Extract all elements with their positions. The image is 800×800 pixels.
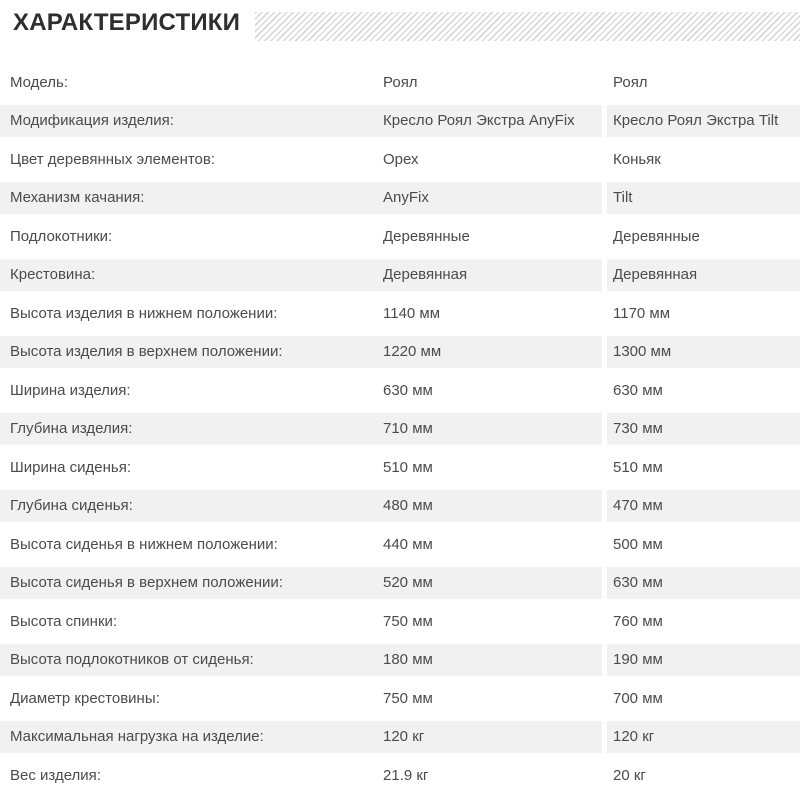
- spec-second-cell: [607, 413, 800, 446]
- spec-label: Цвет деревянных элементов:: [10, 150, 216, 168]
- spec-main-cell: [0, 297, 602, 330]
- spec-second-cell: [607, 374, 800, 407]
- spec-main-cell: [0, 451, 602, 484]
- spec-value-model-2: 630 мм: [613, 574, 663, 592]
- table-row: [0, 680, 800, 719]
- spec-label: Ширина сиденья:: [10, 458, 132, 476]
- spec-second-cell: [607, 490, 800, 523]
- spec-value-model-2: 700 мм: [613, 689, 663, 707]
- table-row: [0, 411, 800, 450]
- spec-second-cell: [607, 259, 800, 292]
- spec-value-model-2: 20 кг: [613, 766, 646, 784]
- spec-label: Подлокотники:: [10, 227, 113, 245]
- spec-value-model-2: Коньяк: [613, 150, 661, 168]
- spec-label: Высота сиденья в нижнем положении:: [10, 535, 278, 553]
- spec-main-cell: [0, 682, 602, 715]
- spec-second-cell: [607, 605, 800, 638]
- spec-label: Максимальная нагрузка на изделие:: [10, 728, 264, 746]
- spec-value-model-1: 180 мм: [383, 651, 433, 669]
- table-row: [0, 103, 800, 142]
- spec-value-model-1: Орех: [383, 150, 419, 168]
- spec-main-cell: [0, 220, 602, 253]
- spec-second-cell: [607, 644, 800, 677]
- table-row: [0, 526, 800, 565]
- spec-second-cell: [607, 297, 800, 330]
- table-row: [0, 603, 800, 642]
- table-row: [0, 757, 800, 796]
- table-row: [0, 719, 800, 758]
- spec-main-cell: [0, 605, 602, 638]
- spec-label: Высота сиденья в верхнем положении:: [10, 574, 283, 592]
- spec-second-cell: [607, 528, 800, 561]
- spec-value-model-1: 520 мм: [383, 574, 433, 592]
- spec-main-cell: [0, 374, 602, 407]
- spec-second-cell: [607, 182, 800, 215]
- spec-main-cell: [0, 336, 602, 369]
- spec-value-model-1: 1220 мм: [383, 343, 442, 361]
- table-row: [0, 257, 800, 296]
- diagonal-stripes-decoration: [255, 12, 800, 41]
- spec-second-cell: [607, 336, 800, 369]
- spec-value-model-1: Деревянная: [383, 266, 468, 284]
- spec-label: Ширина изделия:: [10, 381, 131, 399]
- page-title: ХАРАКТЕРИСТИКИ: [13, 9, 241, 36]
- table-row: [0, 642, 800, 681]
- spec-value-model-2: Кресло Роял Экстра Tilt: [613, 112, 779, 130]
- spec-value-model-2: Роял: [613, 73, 648, 91]
- spec-value-model-1: AnyFix: [383, 189, 429, 207]
- spec-value-model-2: 500 мм: [613, 535, 663, 553]
- spec-value-model-1: Деревянные: [383, 227, 470, 245]
- spec-value-model-2: Деревянная: [613, 266, 698, 284]
- spec-main-cell: [0, 759, 602, 792]
- spec-label: Крестовина:: [10, 266, 96, 284]
- spec-label: Диаметр крестовины:: [10, 689, 160, 707]
- spec-main-cell: [0, 413, 602, 446]
- spec-value-model-1: 750 мм: [383, 689, 433, 707]
- spec-value-model-1: 1140 мм: [383, 304, 441, 322]
- spec-value-model-1: 710 мм: [383, 420, 433, 438]
- spec-value-model-1: 510 мм: [383, 458, 433, 476]
- spec-value-model-2: Tilt: [613, 189, 633, 207]
- spec-label: Глубина сиденья:: [10, 497, 133, 515]
- spec-value-model-1: 21.9 кг: [383, 766, 429, 784]
- table-row: [0, 449, 800, 488]
- spec-main-cell: [0, 490, 602, 523]
- spec-value-model-1: 750 мм: [383, 612, 433, 630]
- table-row: [0, 218, 800, 257]
- spec-main-cell: [0, 644, 602, 677]
- table-row: [0, 141, 800, 180]
- spec-table: [0, 64, 800, 796]
- spec-label: Механизм качания:: [10, 189, 145, 207]
- spec-label: Модель:: [10, 73, 69, 91]
- spec-main-cell: [0, 182, 602, 215]
- spec-main-cell: [0, 259, 602, 292]
- spec-second-cell: [607, 143, 800, 176]
- spec-value-model-2: Деревянные: [613, 227, 700, 245]
- spec-second-cell: [607, 759, 800, 792]
- spec-second-cell: [607, 451, 800, 484]
- spec-second-cell: [607, 105, 800, 138]
- spec-value-model-1: 440 мм: [383, 535, 433, 553]
- spec-value-model-1: Кресло Роял Экстра AnyFix: [383, 112, 575, 130]
- section-header: [0, 0, 800, 62]
- spec-main-cell: [0, 528, 602, 561]
- spec-second-cell: [607, 721, 800, 754]
- spec-main-cell: [0, 143, 602, 176]
- table-row: [0, 64, 800, 103]
- spec-value-model-2: 120 кг: [613, 728, 655, 746]
- table-row: [0, 488, 800, 527]
- spec-value-model-1: 480 мм: [383, 497, 433, 515]
- spec-value-model-2: 1300 мм: [613, 343, 672, 361]
- spec-label: Высота изделия в нижнем положении:: [10, 304, 278, 322]
- spec-value-model-2: 730 мм: [613, 420, 663, 438]
- spec-label: Высота спинки:: [10, 612, 118, 630]
- spec-main-cell: [0, 567, 602, 600]
- spec-value-model-2: 190 мм: [613, 651, 663, 669]
- table-row: [0, 295, 800, 334]
- spec-value-model-1: 120 кг: [383, 728, 425, 746]
- spec-second-cell: [607, 66, 800, 99]
- spec-label: Высота подлокотников от сиденья:: [10, 651, 254, 669]
- spec-main-cell: [0, 66, 602, 99]
- spec-value-model-1: Роял: [383, 73, 418, 91]
- spec-label: Вес изделия:: [10, 766, 101, 784]
- spec-main-cell: [0, 721, 602, 754]
- spec-value-model-2: 630 мм: [613, 381, 663, 399]
- spec-label: Модификация изделия:: [10, 112, 174, 130]
- spec-value-model-2: 1170 мм: [613, 304, 671, 322]
- spec-second-cell: [607, 567, 800, 600]
- spec-label: Высота изделия в верхнем положении:: [10, 343, 283, 361]
- spec-value-model-1: 630 мм: [383, 381, 433, 399]
- table-row: [0, 565, 800, 604]
- spec-value-model-2: 760 мм: [613, 612, 663, 630]
- table-row: [0, 180, 800, 219]
- spec-second-cell: [607, 220, 800, 253]
- table-row: [0, 372, 800, 411]
- spec-second-cell: [607, 682, 800, 715]
- spec-value-model-2: 470 мм: [613, 497, 663, 515]
- spec-main-cell: [0, 105, 602, 138]
- spec-label: Глубина изделия:: [10, 420, 133, 438]
- spec-value-model-2: 510 мм: [613, 458, 663, 476]
- table-row: [0, 334, 800, 373]
